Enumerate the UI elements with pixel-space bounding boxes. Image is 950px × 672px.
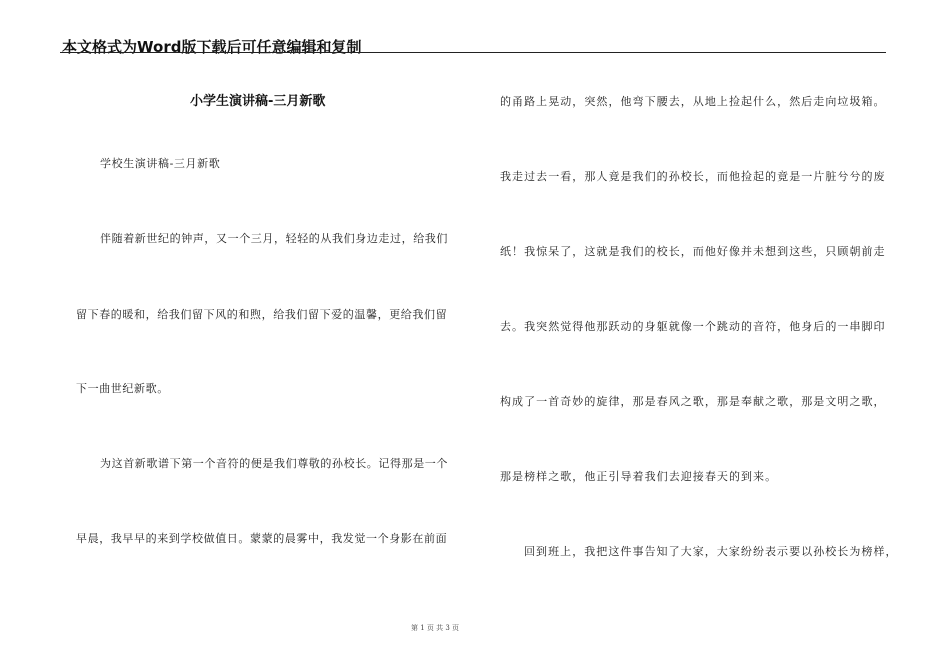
paragraph-line: 构成了一首奇妙的旋律，那是春风之歌，那是奉献之歌，那是文明之歌， [500,395,886,408]
paragraph-line: 为这首新歌谱下第一个音符的便是我们尊敬的孙校长。记得那是一个 [100,457,448,470]
left-column [76,0,462,672]
paragraph-line: 留下春的暖和，给我们留下风的和煦，给我们留下爱的温馨，更给我们留 [76,308,448,321]
document-banner: 本文格式为Word版下载后可任意编辑和复制 [62,38,362,56]
paragraph-line: 那是榜样之歌，他正引导着我们去迎接春天的到来。 [500,470,778,483]
paragraph-line: 去。我突然觉得他那跃动的身躯就像一个跳动的音符，他身后的一串脚印 [500,320,886,333]
paragraph-line: 的甬路上晃动，突然，他弯下腰去，从地上捡起什么，然后走向垃圾箱。 [500,95,886,108]
paragraph-line: 早晨，我早早的来到学校做值日。蒙蒙的晨雾中，我发觉一个身影在前面 [76,532,448,545]
paragraph-line: 伴随着新世纪的钟声，又一个三月，轻轻的从我们身边走过，给我们 [100,232,448,245]
paragraph-line: 学校生演讲稿-三月新歌 [100,157,221,170]
document-title: 小学生演讲稿-三月新歌 [190,94,326,109]
page-number: 第 1 页 共 3 页 [410,624,460,632]
paragraph-line: 下一曲世纪新歌。 [76,382,169,395]
paragraph-line: 回到班上，我把这件事告知了大家，大家纷纷表示要以孙校长为榜样， [524,545,898,558]
right-column [500,0,898,672]
paragraph-line: 纸！我惊呆了，这就是我们的校长，而他好像并未想到这些，只顾朝前走 [500,245,886,258]
paragraph-line: 我走过去一看，那人竟是我们的孙校长，而他捡起的竟是一片脏兮兮的废 [500,170,886,183]
